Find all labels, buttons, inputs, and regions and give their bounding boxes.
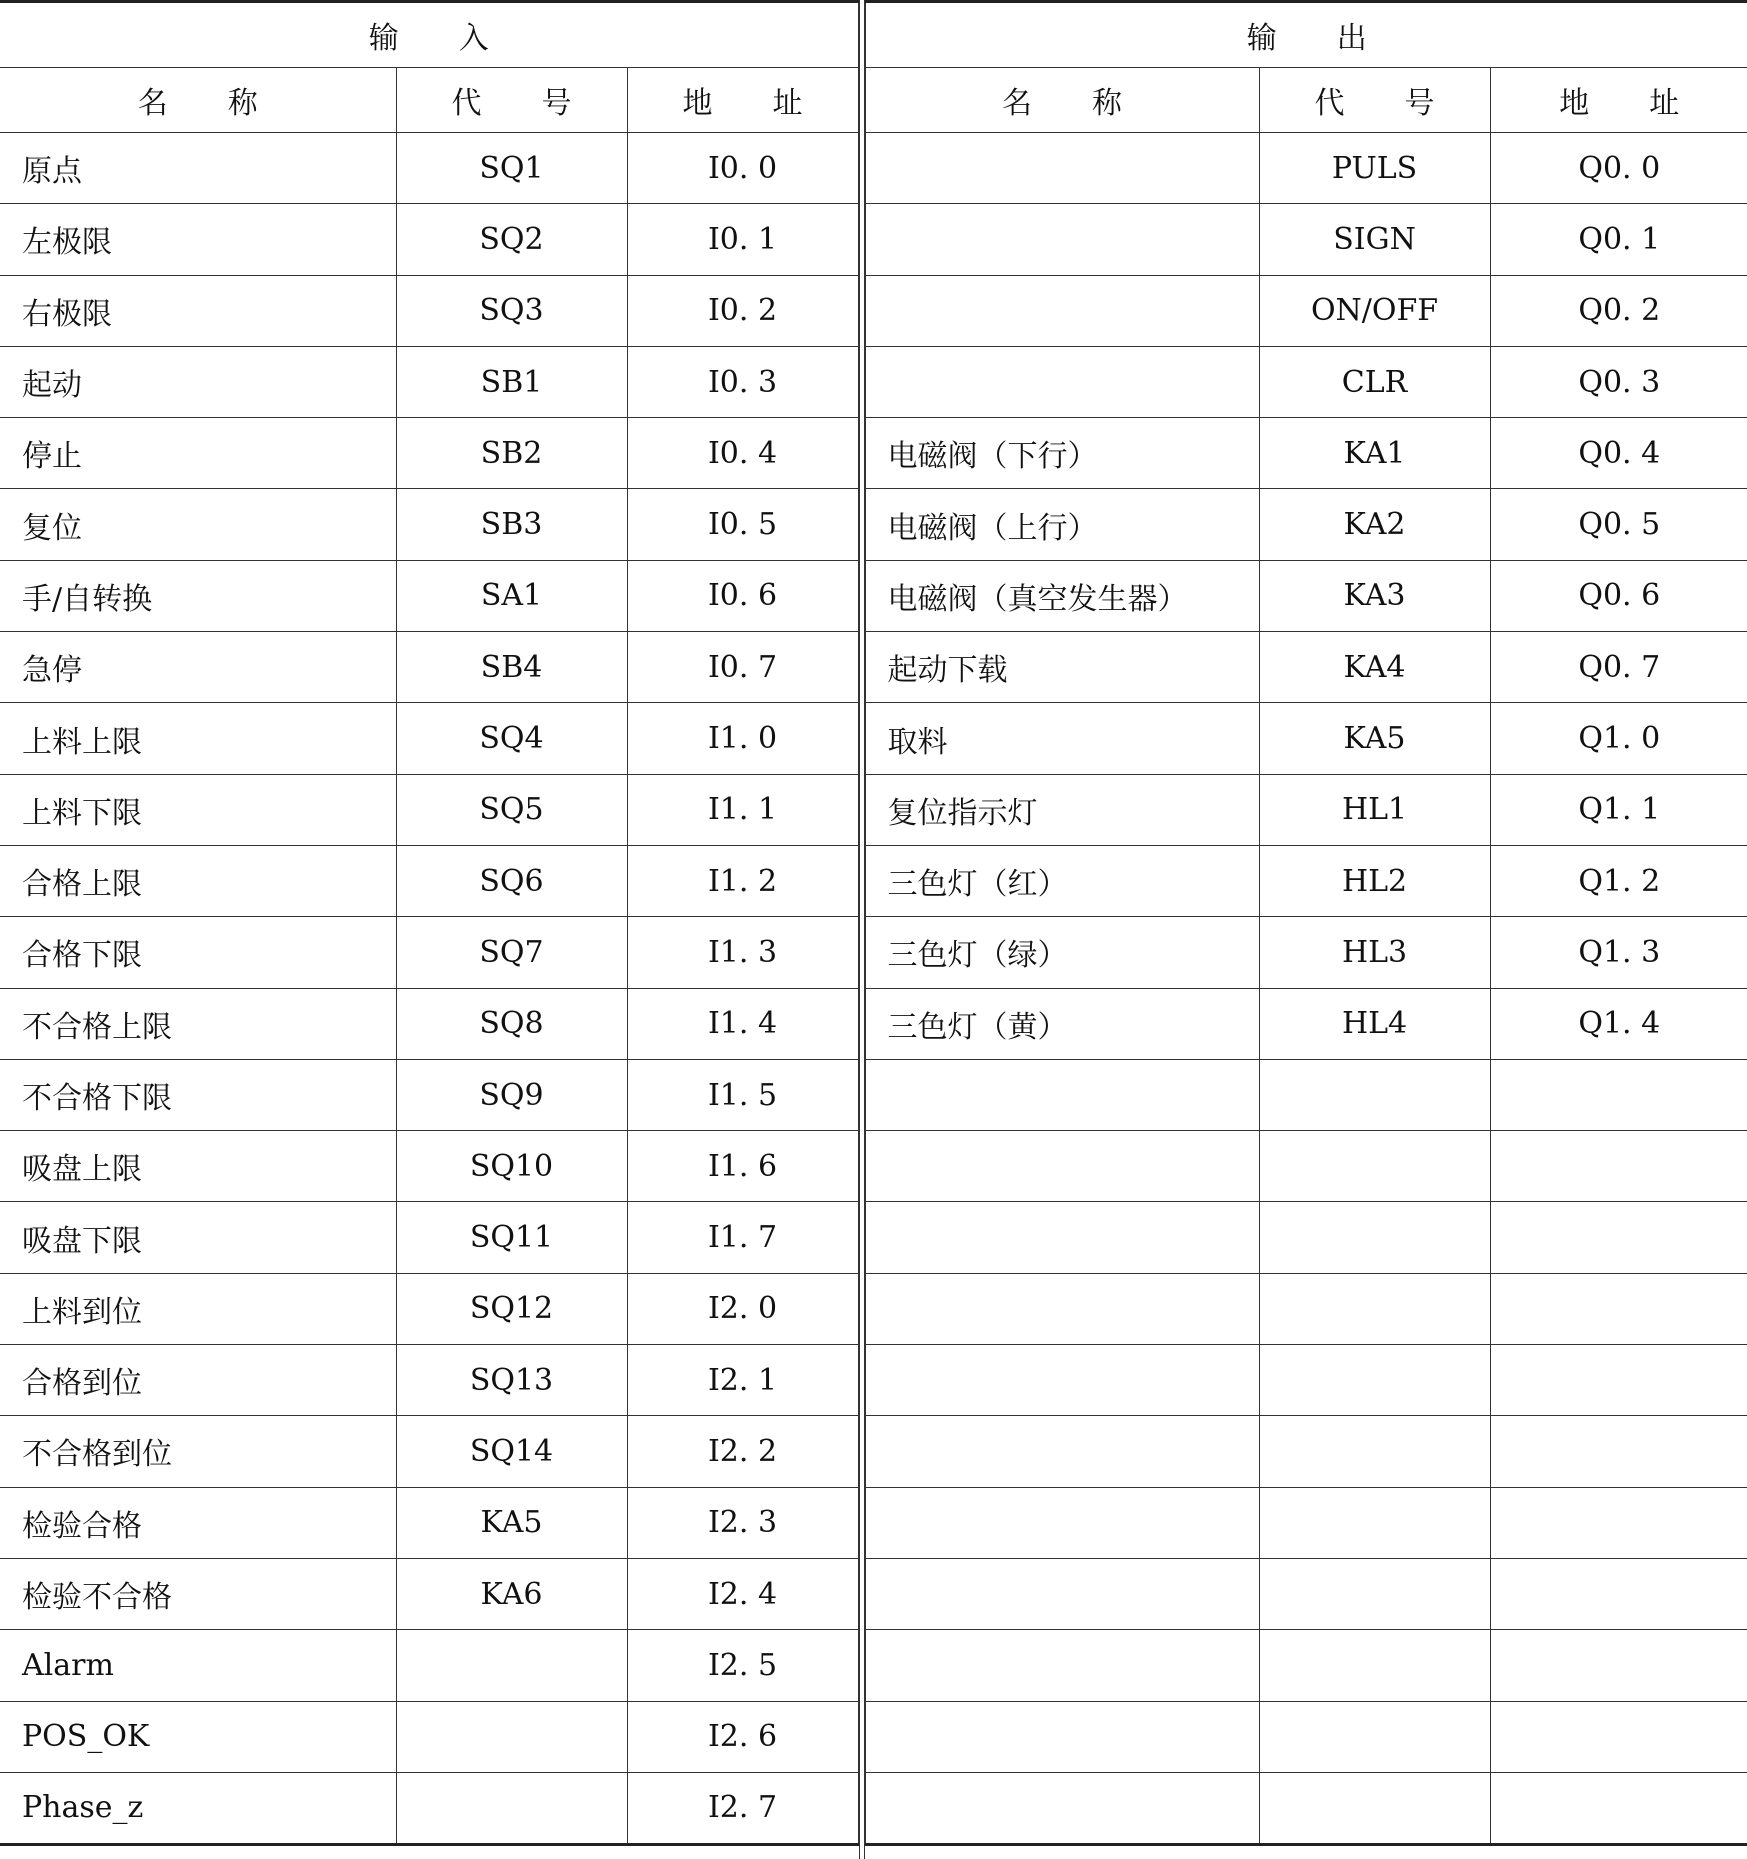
output-code-cell: KA3 [1259, 560, 1490, 631]
output-code-cell: KA5 [1259, 703, 1490, 774]
input-address-cell: I2. 6 [627, 1701, 858, 1772]
output-name-header: 名 称 [865, 68, 1259, 133]
output-address-header: 地 址 [1490, 68, 1747, 133]
input-name-cell: 急停 [0, 632, 396, 703]
input-code-cell: SA1 [396, 560, 627, 631]
output-name-cell: 电磁阀（真空发生器） [865, 560, 1259, 631]
input-table-row [0, 1202, 858, 1273]
output-code-cell: ON/OFF [1259, 275, 1490, 346]
input-address-cell: I1. 4 [627, 988, 858, 1059]
input-table-row [0, 988, 858, 1059]
output-code-cell [1259, 1701, 1490, 1772]
input-table-row [0, 1131, 858, 1202]
output-name-cell [865, 1772, 1259, 1844]
input-name-cell: 不合格到位 [0, 1416, 396, 1487]
input-code-cell: SQ5 [396, 774, 627, 845]
output-address-cell [1490, 1772, 1747, 1844]
input-name-cell: 停止 [0, 418, 396, 489]
output-name-cell: 三色灯（绿） [865, 917, 1259, 988]
output-code-cell [1259, 1558, 1490, 1629]
output-name-cell [865, 204, 1259, 275]
output-name-cell [865, 1131, 1259, 1202]
output-name-cell [865, 1630, 1259, 1701]
input-code-cell: SQ14 [396, 1416, 627, 1487]
output-code-cell [1259, 1059, 1490, 1130]
input-name-cell: 上料下限 [0, 774, 396, 845]
input-code-cell: SQ9 [396, 1059, 627, 1130]
output-name-cell: 三色灯（红） [865, 845, 1259, 916]
output-name-cell: 起动下载 [865, 632, 1259, 703]
output-code-cell: KA2 [1259, 489, 1490, 560]
input-address-cell: I2. 1 [627, 1345, 858, 1416]
input-address-cell: I1. 0 [627, 703, 858, 774]
output-name-cell [865, 1273, 1259, 1344]
input-address-cell: I1. 5 [627, 1059, 858, 1130]
output-code-cell [1259, 1202, 1490, 1273]
output-name-cell [865, 275, 1259, 346]
input-table-row [0, 489, 858, 560]
output-code-cell: SIGN [1259, 204, 1490, 275]
input-name-cell: POS_OK [0, 1701, 396, 1772]
output-name-cell [865, 346, 1259, 417]
output-address-cell [1490, 1131, 1747, 1202]
output-address-cell: Q0. 6 [1490, 560, 1747, 631]
output-code-cell: HL4 [1259, 988, 1490, 1059]
input-code-cell: SQ4 [396, 703, 627, 774]
input-table-row [0, 560, 858, 631]
input-address-cell: I1. 3 [627, 917, 858, 988]
input-code-header: 代 号 [396, 68, 627, 133]
input-address-cell: I1. 7 [627, 1202, 858, 1273]
output-name-cell [865, 1558, 1259, 1629]
output-address-cell: Q0. 7 [1490, 632, 1747, 703]
output-table-row [865, 1059, 1747, 1130]
output-table-row [865, 1416, 1747, 1487]
output-address-cell: Q1. 3 [1490, 917, 1747, 988]
input-table-row [0, 845, 858, 916]
input-code-cell [396, 1772, 627, 1844]
input-table-row [0, 1772, 858, 1844]
output-address-cell: Q1. 2 [1490, 845, 1747, 916]
output-table-row [865, 133, 1747, 204]
input-table-row [0, 1059, 858, 1130]
output-name-cell: 电磁阀（上行） [865, 489, 1259, 560]
output-name-cell [865, 133, 1259, 204]
input-table-row [0, 418, 858, 489]
output-code-cell: HL1 [1259, 774, 1490, 845]
input-table-row [0, 703, 858, 774]
output-table-row [865, 845, 1747, 916]
output-code-cell [1259, 1487, 1490, 1558]
output-address-cell [1490, 1059, 1747, 1130]
output-table-row [865, 1772, 1747, 1844]
input-name-cell: 上料到位 [0, 1273, 396, 1344]
input-name-cell: 吸盘下限 [0, 1202, 396, 1273]
output-table-row [865, 1630, 1747, 1701]
input-code-cell: SQ10 [396, 1131, 627, 1202]
output-code-cell [1259, 1273, 1490, 1344]
input-address-cell: I1. 6 [627, 1131, 858, 1202]
input-address-cell: I0. 5 [627, 489, 858, 560]
output-address-cell [1490, 1202, 1747, 1273]
output-title: 输 出 [865, 2, 1747, 68]
output-code-cell: HL3 [1259, 917, 1490, 988]
input-group-header-row [0, 2, 858, 68]
input-table-body [0, 133, 858, 1845]
output-address-cell: Q0. 5 [1490, 489, 1747, 560]
input-code-cell: SQ7 [396, 917, 627, 988]
input-name-cell: 上料上限 [0, 703, 396, 774]
input-code-cell: KA5 [396, 1487, 627, 1558]
input-address-cell: I0. 2 [627, 275, 858, 346]
input-name-cell: Phase_z [0, 1772, 396, 1844]
input-address-cell: I2. 3 [627, 1487, 858, 1558]
output-address-cell: Q1. 0 [1490, 703, 1747, 774]
output-name-cell [865, 1701, 1259, 1772]
input-address-cell: I0. 7 [627, 632, 858, 703]
input-name-cell: 左极限 [0, 204, 396, 275]
input-address-cell: I0. 0 [627, 133, 858, 204]
input-address-cell: I2. 2 [627, 1416, 858, 1487]
input-address-cell: I2. 5 [627, 1630, 858, 1701]
output-table-row [865, 275, 1747, 346]
input-table-row [0, 275, 858, 346]
output-address-cell [1490, 1487, 1747, 1558]
input-code-cell: SQ8 [396, 988, 627, 1059]
input-name-cell: 合格下限 [0, 917, 396, 988]
output-table-row [865, 1131, 1747, 1202]
output-table-row [865, 1487, 1747, 1558]
input-title: 输 入 [0, 2, 858, 68]
output-name-cell: 取料 [865, 703, 1259, 774]
input-code-cell: SQ1 [396, 133, 627, 204]
input-address-cell: I1. 1 [627, 774, 858, 845]
input-table-row [0, 632, 858, 703]
output-table-row [865, 346, 1747, 417]
output-table-row [865, 560, 1747, 631]
input-address-cell: I1. 2 [627, 845, 858, 916]
output-column-header-row [865, 68, 1747, 133]
input-address-cell: I0. 4 [627, 418, 858, 489]
output-address-cell: Q1. 1 [1490, 774, 1747, 845]
output-code-cell [1259, 1630, 1490, 1701]
output-table-row [865, 703, 1747, 774]
input-name-cell: 检验合格 [0, 1487, 396, 1558]
output-name-cell: 复位指示灯 [865, 774, 1259, 845]
output-code-cell [1259, 1416, 1490, 1487]
input-address-header: 地 址 [627, 68, 858, 133]
input-address-cell: I0. 3 [627, 346, 858, 417]
output-code-cell: KA1 [1259, 418, 1490, 489]
output-code-cell [1259, 1772, 1490, 1844]
input-table-row [0, 1558, 858, 1629]
input-table-row [0, 1416, 858, 1487]
output-table-row [865, 1701, 1747, 1772]
input-code-cell: SQ12 [396, 1273, 627, 1344]
input-name-header: 名 称 [0, 68, 396, 133]
input-name-cell: 合格上限 [0, 845, 396, 916]
input-code-cell: SB3 [396, 489, 627, 560]
output-table-row [865, 204, 1747, 275]
output-address-cell [1490, 1701, 1747, 1772]
input-table-row [0, 917, 858, 988]
output-table-row [865, 418, 1747, 489]
input-code-cell: SQ11 [396, 1202, 627, 1273]
input-table [0, 0, 859, 1846]
output-name-cell [865, 1487, 1259, 1558]
output-table-body [865, 133, 1747, 1845]
input-column-header-row [0, 68, 858, 133]
input-table-row [0, 1701, 858, 1772]
input-code-cell: KA6 [396, 1558, 627, 1629]
input-name-cell: 复位 [0, 489, 396, 560]
output-table-row [865, 632, 1747, 703]
input-name-cell: 手/自转换 [0, 560, 396, 631]
input-name-cell: 合格到位 [0, 1345, 396, 1416]
output-name-cell: 三色灯（黄） [865, 988, 1259, 1059]
input-name-cell: 起动 [0, 346, 396, 417]
input-name-cell: 吸盘上限 [0, 1131, 396, 1202]
output-code-cell: CLR [1259, 346, 1490, 417]
input-name-cell: 右极限 [0, 275, 396, 346]
output-code-header: 代 号 [1259, 68, 1490, 133]
input-address-cell: I2. 4 [627, 1558, 858, 1629]
input-name-cell: Alarm [0, 1630, 396, 1701]
input-table-row [0, 1630, 858, 1701]
input-code-cell: SB2 [396, 418, 627, 489]
input-name-cell: 不合格上限 [0, 988, 396, 1059]
input-code-cell: SQ13 [396, 1345, 627, 1416]
output-name-cell [865, 1059, 1259, 1130]
output-address-cell: Q0. 4 [1490, 418, 1747, 489]
output-code-cell: HL2 [1259, 845, 1490, 916]
output-address-cell: Q0. 1 [1490, 204, 1747, 275]
input-table-row [0, 774, 858, 845]
output-table-row [865, 917, 1747, 988]
input-table-row [0, 1487, 858, 1558]
output-table-row [865, 1202, 1747, 1273]
input-code-cell: SB1 [396, 346, 627, 417]
output-code-cell: KA4 [1259, 632, 1490, 703]
input-address-cell: I0. 1 [627, 204, 858, 275]
output-name-cell [865, 1416, 1259, 1487]
output-name-cell [865, 1202, 1259, 1273]
input-code-cell [396, 1630, 627, 1701]
input-table-row [0, 1273, 858, 1344]
input-table-row [0, 1345, 858, 1416]
input-table-row [0, 346, 858, 417]
input-address-cell: I2. 7 [627, 1772, 858, 1844]
output-name-cell [865, 1345, 1259, 1416]
output-address-cell: Q0. 3 [1490, 346, 1747, 417]
output-table-row [865, 1273, 1747, 1344]
input-name-cell: 原点 [0, 133, 396, 204]
input-code-cell: SQ2 [396, 204, 627, 275]
output-code-cell: PULS [1259, 133, 1490, 204]
input-table-row [0, 204, 858, 275]
output-name-cell: 电磁阀（下行） [865, 418, 1259, 489]
output-table-row [865, 774, 1747, 845]
output-address-cell: Q0. 0 [1490, 133, 1747, 204]
output-address-cell: Q0. 2 [1490, 275, 1747, 346]
output-table-row [865, 1558, 1747, 1629]
input-code-cell: SQ3 [396, 275, 627, 346]
output-group-header-row [865, 2, 1747, 68]
output-table-row [865, 1345, 1747, 1416]
output-address-cell [1490, 1558, 1747, 1629]
output-table-row [865, 988, 1747, 1059]
output-code-cell [1259, 1131, 1490, 1202]
input-address-cell: I2. 0 [627, 1273, 858, 1344]
output-code-cell [1259, 1345, 1490, 1416]
input-code-cell: SB4 [396, 632, 627, 703]
input-table-row [0, 133, 858, 204]
output-table [865, 0, 1747, 1846]
input-code-cell [396, 1701, 627, 1772]
output-address-cell [1490, 1273, 1747, 1344]
input-name-cell: 不合格下限 [0, 1059, 396, 1130]
output-address-cell [1490, 1416, 1747, 1487]
input-code-cell: SQ6 [396, 845, 627, 916]
output-address-cell: Q1. 4 [1490, 988, 1747, 1059]
input-address-cell: I0. 6 [627, 560, 858, 631]
output-table-row [865, 489, 1747, 560]
output-address-cell [1490, 1345, 1747, 1416]
input-name-cell: 检验不合格 [0, 1558, 396, 1629]
output-address-cell [1490, 1630, 1747, 1701]
